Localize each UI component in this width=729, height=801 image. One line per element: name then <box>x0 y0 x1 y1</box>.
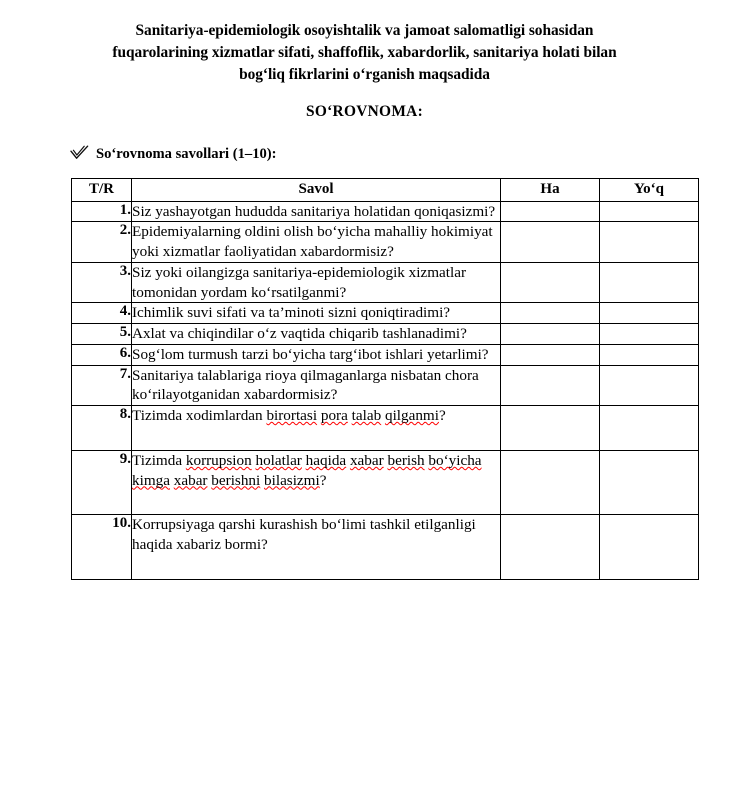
row-number-cell: 1. <box>72 201 132 222</box>
question-cell: Axlat va chiqindilar o‘z vaqtida chiqarib tashlanadimi? <box>132 324 501 345</box>
table-row <box>72 201 699 222</box>
row-number-cell: 7. <box>72 365 132 406</box>
answer-no-cell[interactable] <box>600 262 699 303</box>
column-header-no: Yo‘q <box>600 178 699 201</box>
table-row <box>72 303 699 324</box>
table-row <box>72 324 699 345</box>
question-cell: Korrupsiyaga qarshi kurashish bo‘limi tashkil etilganligi haqida xabariz bormi? <box>132 515 501 580</box>
answer-no-cell[interactable] <box>600 515 699 580</box>
misspelled-word: pora <box>320 407 348 425</box>
answer-no-cell[interactable] <box>600 222 699 263</box>
table-row <box>72 450 699 515</box>
answer-yes-cell[interactable] <box>501 303 600 324</box>
answer-no-cell[interactable] <box>600 450 699 515</box>
table-header-row <box>72 178 699 201</box>
answer-no-cell[interactable] <box>600 365 699 406</box>
misspelled-word: holatlar <box>255 451 302 469</box>
misspelled-word: qilganmi <box>384 407 439 425</box>
answer-no-cell[interactable] <box>600 344 699 365</box>
answer-yes-cell[interactable] <box>501 201 600 222</box>
question-cell: Sog‘lom turmush tarzi bo‘yicha targ‘ibot ishlari yetarlimi? <box>132 344 501 365</box>
misspelled-word: talab <box>351 407 382 425</box>
row-number-cell: 8. <box>72 406 132 451</box>
table-row <box>72 365 699 406</box>
column-header-number: T/R <box>72 178 132 201</box>
column-header-question: Savol <box>132 178 501 201</box>
page-subtitle: SO‘ROVNOMA: <box>305 102 423 120</box>
question-cell: Siz yoki oilangizga sanitariya-epidemiologik xizmatlar tomonidan yordam ko‘rsatilganmi? <box>132 262 501 303</box>
answer-yes-cell[interactable] <box>501 344 600 365</box>
answer-yes-cell[interactable] <box>501 262 600 303</box>
misspelled-word: xabar <box>349 451 384 469</box>
double-check-icon <box>70 145 89 160</box>
table-row <box>72 406 699 451</box>
table-row <box>72 515 699 580</box>
misspelled-word: kimga <box>132 471 170 489</box>
page-title <box>0 0 729 86</box>
answer-no-cell[interactable] <box>600 324 699 345</box>
question-cell: Tizimda xodimlardan birortasi pora talab qilganmi? <box>132 406 501 451</box>
column-header-yes: Ha <box>501 178 600 201</box>
survey-table <box>71 178 699 580</box>
answer-yes-cell[interactable] <box>501 222 600 263</box>
answer-no-cell[interactable] <box>600 303 699 324</box>
question-cell: Epidemiyalarning oldini olish bo‘yicha mahalliy hokimiyat yoki xizmatlar faoliyatidan xabardormisiz? <box>132 222 501 263</box>
page-title-line-3: bog‘liq fikrlarini o‘rganish maqsadida <box>239 65 490 83</box>
answer-no-cell[interactable] <box>600 406 699 451</box>
answer-yes-cell[interactable] <box>501 450 600 515</box>
question-cell: Ichimlik suvi sifati va ta’minoti sizni qoniqtiradimi? <box>132 303 501 324</box>
question-cell: Sanitariya talablariga rioya qilmaganlarga nisbatan chora ko‘rilayotganidan xabardormisiz? <box>132 365 501 406</box>
row-number-cell: 5. <box>72 324 132 345</box>
page-title-line-2: fuqarolarining xizmatlar sifati, shaffoflik, xabardorlik, sanitariya holati bilan <box>112 43 617 61</box>
question-cell: Tizimda korrupsion holatlar haqida xabar berish bo‘yicha kimga xabar berishni bilasizmi? <box>132 450 501 515</box>
misspelled-word: berish <box>387 451 425 469</box>
table-row <box>72 344 699 365</box>
row-number-cell: 3. <box>72 262 132 303</box>
misspelled-word: korrupsion <box>185 451 252 469</box>
misspelled-word: berishni <box>211 471 261 489</box>
row-number-cell: 9. <box>72 450 132 515</box>
misspelled-word: haqida <box>305 451 347 469</box>
survey-table-container <box>0 163 729 580</box>
answer-no-cell[interactable] <box>600 201 699 222</box>
misspelled-word: xabar <box>173 471 208 489</box>
table-row <box>72 222 699 263</box>
row-number-cell: 2. <box>72 222 132 263</box>
survey-table-body <box>72 201 699 579</box>
answer-yes-cell[interactable] <box>501 365 600 406</box>
misspelled-word: bo‘yicha <box>428 451 482 469</box>
answer-yes-cell[interactable] <box>501 515 600 580</box>
row-number-cell: 10. <box>72 515 132 580</box>
page-title-line-1: Sanitariya-epidemiologik osoyishtalik va jamoat salomatligi sohasidan <box>135 22 594 39</box>
misspelled-word: bilasizmi <box>264 471 320 489</box>
section-heading-label: So‘rovnoma savollari (1–10): <box>96 145 277 162</box>
section-heading <box>0 121 729 163</box>
answer-yes-cell[interactable] <box>501 324 600 345</box>
table-row <box>72 262 699 303</box>
misspelled-word: birortasi <box>266 407 318 425</box>
question-cell: Siz yashayotgan hududda sanitariya holatidan qoniqasizmi? <box>132 201 501 222</box>
row-number-cell: 4. <box>72 303 132 324</box>
row-number-cell: 6. <box>72 344 132 365</box>
answer-yes-cell[interactable] <box>501 406 600 451</box>
